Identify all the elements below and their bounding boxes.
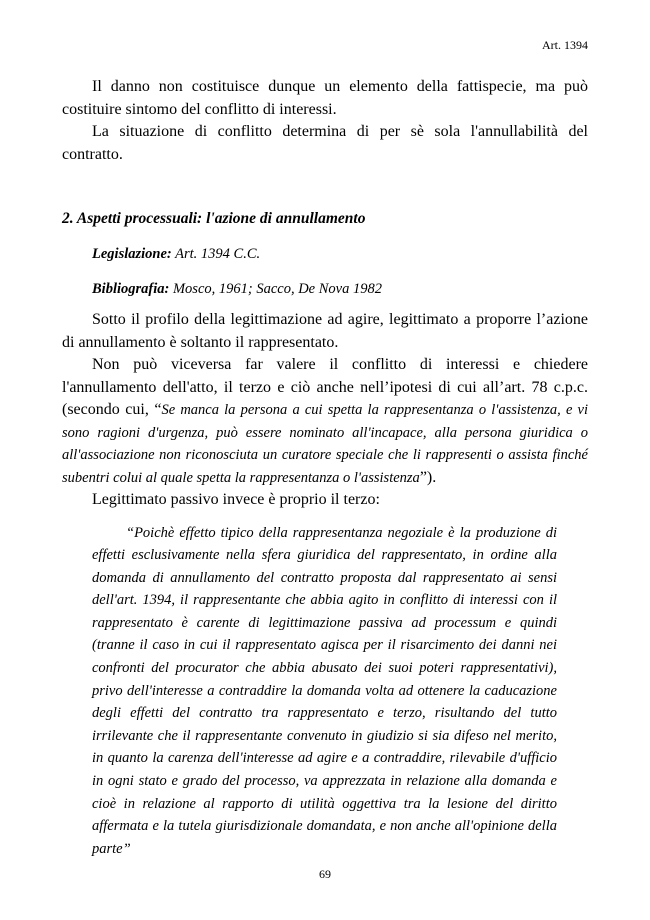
paragraph-terzo-text: Non può viceversa far valere il conflitto di interessi e chiedere l'annullamento dell'atto, il terzo e ciò anche nell’ipotesi di cui all’art. 78 c.p.c. (secondo cui, “ [62, 356, 588, 418]
jurisprudence-block-quote: “Poichè effetto tipico della rappresentanza negoziale è la produzione di effetti esclusivamente nella sfera giuridica del rappresentato, in ordine alla domanda di annullamento del contratto proposta dal rappresentato ai sensi dell'art. 1394, il rappresentante che abbia agito in conflitto di interessi con il rappresentato è carente di legittimazione passiva ad processum e quindi (tranne il caso in cui il rappresentato agisca per il risarcimento dei danni nei confronti del procurator che abbia abusato dei suoi poteri rappresentativi), privo dell'interesse a contraddire la domanda volta ad ottenere la caducazione degli effetti del contratto tra rappresentato e terzo, risultando del tutto irrilevante che il rappresentante convenuto in giudizio si sia difeso nel merito, in quanto la carenza dell'interesse ad agire e a contraddire, rilevabile d'ufficio in ogni stato e grado del processo, va apprezzata in relazione alla domanda e cioè in relazione al rapporto di utilità oggettiva tra la lesione del diritto affermata e la tutela giurisdizionale domandata, e non anche all'opinione della parte” [92, 524, 557, 857]
paragraph-legittimato-passivo: Legittimato passivo invece è proprio il terzo: [92, 491, 380, 508]
paragraph-terzo-closing: ”). [419, 468, 437, 486]
main-text [62, 76, 588, 860]
paragraph-danno: Il danno non costituisce dunque un elemento della fattispecie, ma può costituire sintomo del conflitto di interessi. [62, 78, 588, 118]
paragraph-terzo-art78 [62, 354, 588, 489]
page-number: 69 [319, 867, 331, 881]
legislazione-value: Art. 1394 C.C. [175, 246, 261, 262]
paragraph-situazione-conflitto: La situazione di conflitto determina di per sè sola l'annullabilità del contratto. [62, 123, 588, 163]
section-heading: 2. Aspetti processuali: l'azione di annullamento [62, 210, 366, 227]
bibliografia-label: Bibliografia: [92, 281, 170, 297]
legislazione-line [92, 244, 588, 264]
running-header: Art. 1394 [542, 38, 588, 52]
bibliografia-value: Mosco, 1961; Sacco, De Nova 1982 [172, 281, 382, 297]
bibliografia-line [92, 279, 588, 299]
legislazione-label: Legislazione: [92, 246, 172, 262]
paragraph-legittimazione-attiva: Sotto il profilo della legittimazione ad agire, legittimato a proporre l’azione di annullamento è soltanto il rappresentato. [62, 311, 588, 351]
art78-inline-quote: Se manca la persona a cui spetta la rappresentanza o l'assistenza, e vi sono ragioni d'urgenza, può essere nominato all'incapace, alla persona giuridica o all'associazione non riconosciuta un curatore speciale che li rappresenti o assista finché subentri colui al quale spetta la rappresentanza o l'assistenza [62, 402, 589, 486]
